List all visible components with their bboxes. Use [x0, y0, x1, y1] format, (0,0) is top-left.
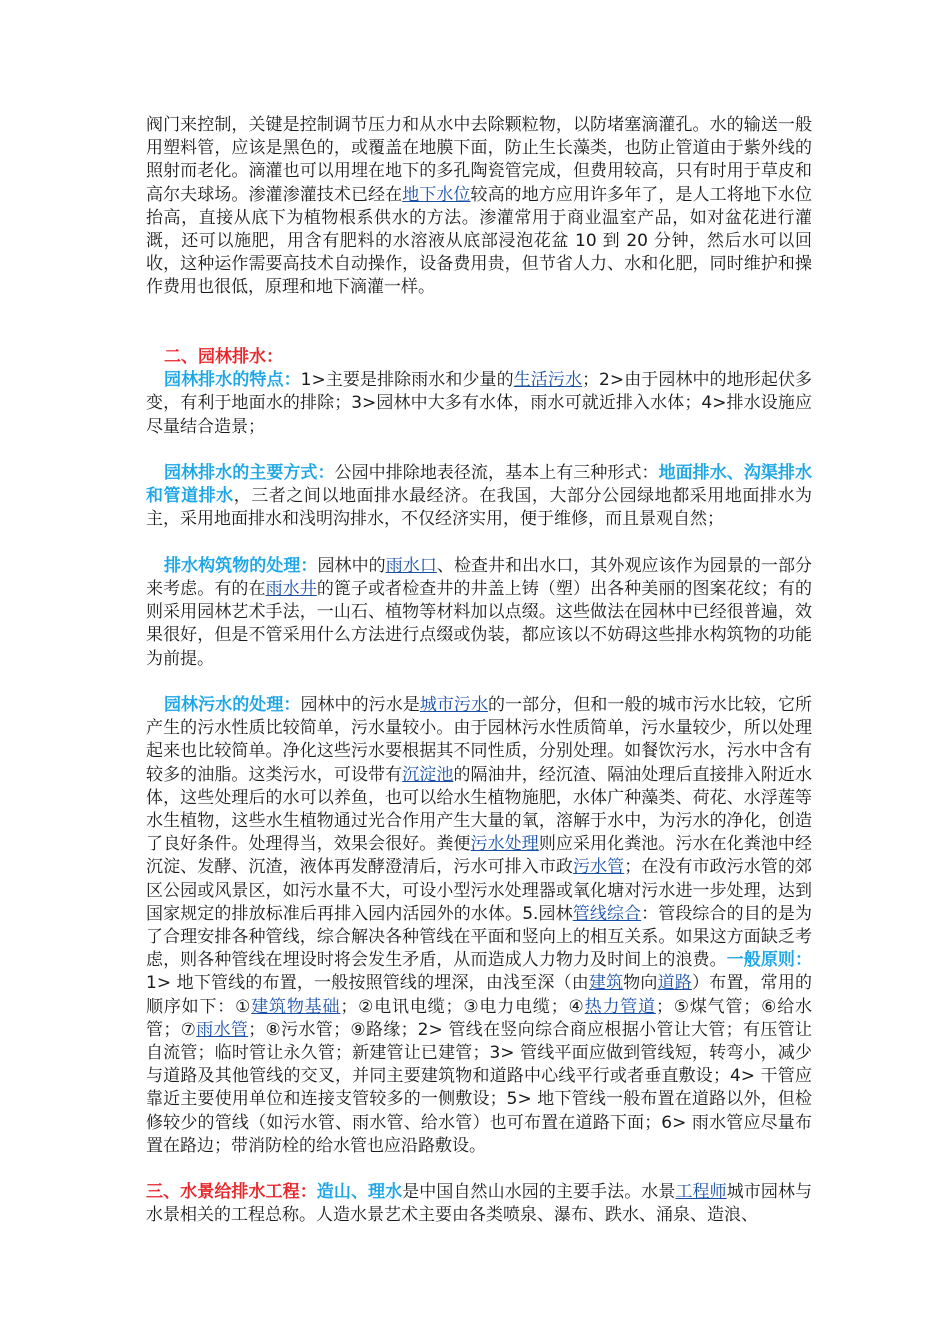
link-rainwater-inlet[interactable]: 雨水口 [385, 555, 437, 576]
paragraph-sewage-treatment: 园林污水的处理：园林中的污水是城市污水的一部分，但和一般的城市污水比较，它所产生的污水性质比较简单，污水量较小。由于园林污水性质简单，污水量较少，所以处理起来也比较简单。净化这些污水要根据其不同性质，分别处理。如餐饮污水，污水中含有较多的油脂。这类污水，可设带有沉淀池的隔油井，经沉渣、隔油处理后直接排入附近水体，这些处理后的水可以养鱼，也可以给水生植物施肥，水体广种藻类、荷花、水浮莲等水生植物，这些水生植物通过光合作用产生大量的氧，溶解于水中，为污水的净化，创造了良好条件。处理得当，效果会很好。粪便污水处理则应采用化粪池。污水在化粪池中经沉淀、发酵、沉渣，液体再发酵澄清后，污水可排入市政污水管；在没有市政污水管的郊区公园或风景区，如污水量不大，可设小型污水处理器或氧化塘对污水进一步处理，达到国家规定的排放标准后再排入园内活园外的水体。5.园林管线综合：管段综合的目的是为了合理安排各种管线，综合解决各种管线在平面和竖向上的相互关系。如果这方面缺乏考虑，则各种管线在埋设时将会发生矛盾，从而造成人力物力及时间上的浪费。一般原则：1> 地下管线的布置，一般按照管线的埋深，由浅至深（由建筑物向道路）布置，常用的顺序如下：①建筑物基础；②电讯电缆；③电力电缆；④热力管道；⑤煤气管；⑥给水管；⑦雨水管；⑧污水管；⑨路缘；2> 管线在竖向综合商应根据小管让大管；有压管让自流管；临时管让永久管；新建管让已建管；3> 管线平面应做到管线短，转弯小，减少与道路及其他管线的交叉，并同主要建筑物和道路中心线平行或者垂直敷设；4> 干管应靠近主要使用单位和连接支管较多的一侧敷设；5> 地下管线一般布置在道路以外，但检修较少的管线（如污水管、雨水管、给水管）也可布置在道路下面；6> 雨水管应尽量布置在路边；带消防栓的给水管也应沿路敷设。 [146, 695, 813, 1156]
link-heat-pipeline[interactable]: 热力管道 [584, 996, 656, 1017]
link-pipeline-integration[interactable]: 管线综合 [572, 903, 642, 924]
link-engineer[interactable]: 工程师 [675, 1182, 727, 1203]
link-sewage-treatment[interactable]: 污水处理 [470, 834, 539, 855]
link-road[interactable]: 道路 [657, 973, 692, 994]
link-sewer-pipe[interactable]: 污水管 [572, 857, 625, 878]
link-sedimentation-tank[interactable]: 沉淀池 [402, 764, 454, 785]
paragraph-waterscape: 三、水景给排水工程：造山、理水是中国自然山水园的主要手法。水景工程师城市园林与水景相关的工程总称。人造水景艺术主要由各类喷泉、瀑布、跌水、涌泉、造浪、 [146, 1182, 813, 1226]
link-building-foundation[interactable]: 建筑物基础 [251, 996, 341, 1017]
link-urban-sewage[interactable]: 城市污水 [419, 695, 489, 715]
section-heading-drainage: 二、园林排水： [164, 347, 283, 367]
link-domestic-sewage[interactable]: 生活污水 [513, 370, 583, 391]
link-rainwater-well[interactable]: 雨水井 [265, 579, 317, 599]
document-page [146, 114, 812, 1228]
link-building[interactable]: 建筑 [588, 973, 624, 994]
paragraph-drainage-structures: 排水构筑物的处理：园林中的雨水口、检查井和出水口，其外观应该作为园景的一部分来考虑。有的在雨水井的篦子或者检查井的井盖上铸（塑）出各种美丽的图案花纹；有的则采用园林艺术手法，一山石、植物等材料加以点缀。这些做法在园林中已经很普遍，效果很好，但是不管采用什么方法进行点缀或伪装，都应该以不妨碍这些排水构筑物的功能为前提。 [146, 555, 813, 669]
paragraph-drainage-features: 园林排水的特点：1>主要是排除雨水和少量的生活污水；2>由于园林中的地形起伏多变，有利于地面水的排除；3>园林中大多有水体，雨水可就近排入水体；4>排水设施应尽量结合造景； [146, 370, 813, 437]
link-rain-pipe[interactable]: 雨水管 [196, 1019, 249, 1040]
paragraph-irrigation: 阀门来控制，关键是控制调节压力和从水中去除颗粒物，以防堵塞滴灌孔。水的输送一般用塑料管，应该是黑色的，或覆盖在地膜下面，防止生长藻类，也防止管道由于紫外线的照射而老化。滴灌也可以用埋在地下的多孔陶瓷管完成，但费用较高，只有时用于草皮和高尔夫球场。渗灌渗灌技术已经在地下水位较高的地方应用许多年了，是人工将地下水位抬高，直接从底下为植物根系供水的方法。渗灌常用于商业温室产品，如对盆花进行灌溉，还可以施肥，用含有肥料的水溶液从底部浸泡花盆 10 到 20 分钟，然后水可以回收，这种运作需要高技术自动操作，设备费用贵，但节省人力、水和化肥，同时维护和操作费用也很低，原理和地下滴灌一样。 [146, 115, 813, 298]
paragraph-drainage-methods: 园林排水的主要方式：公园中排除地表径流，基本上有三种形式：地面排水、沟渠排水和管道排水，三者之间以地面排水最经济。在我国，大部分公园绿地都采用地面排水为主，采用地面排水和浅明沟排水，不仅经济实用，便于维修，而且景观自然； [146, 463, 813, 530]
link-groundwater-level[interactable]: 地下水位 [402, 184, 471, 205]
